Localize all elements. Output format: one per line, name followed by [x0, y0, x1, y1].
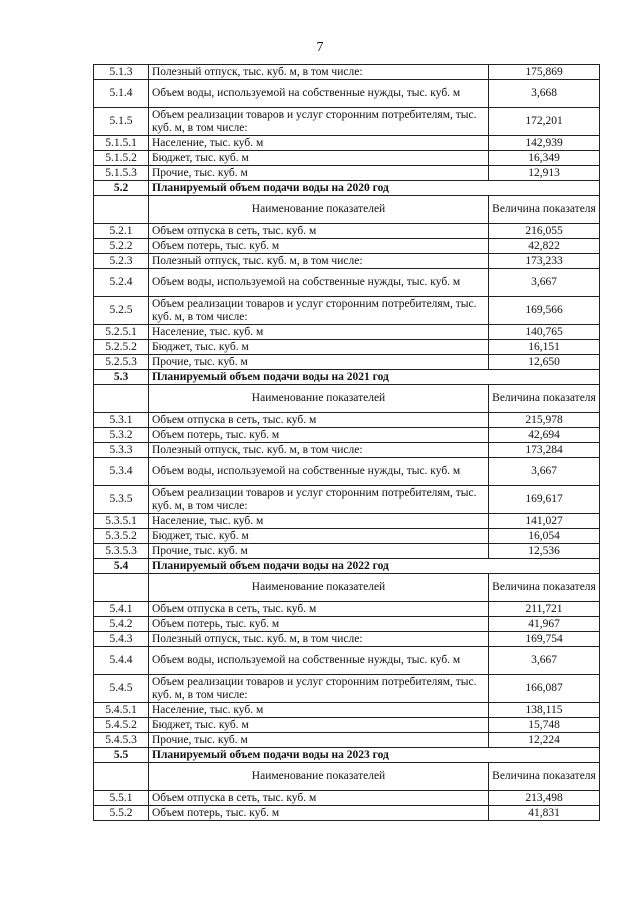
row-number: 5.2.5.3 — [94, 355, 149, 370]
section-header-row — [94, 370, 600, 385]
row-name: Объем отпуска в сеть, тыс. куб. м — [149, 224, 489, 239]
row-name: Бюджет, тыс. куб. м — [149, 340, 489, 355]
section-number: 5.5 — [94, 748, 149, 763]
row-name: Бюджет, тыс. куб. м — [149, 718, 489, 733]
row-number: 5.4.4 — [94, 647, 149, 675]
row-number: 5.4.5.2 — [94, 718, 149, 733]
section-number: 5.4 — [94, 559, 149, 574]
section-number: 5.2 — [94, 181, 149, 196]
row-value: 42,822 — [489, 239, 600, 254]
row-number: 5.4.1 — [94, 602, 149, 617]
table-body — [94, 65, 600, 821]
row-value: 41,967 — [489, 617, 600, 632]
table-row — [94, 136, 600, 151]
row-number: 5.2.2 — [94, 239, 149, 254]
row-value: 16,151 — [489, 340, 600, 355]
row-number: 5.4.5 — [94, 675, 149, 703]
table-row — [94, 806, 600, 821]
row-value: 215,978 — [489, 413, 600, 428]
row-name: Прочие, тыс. куб. м — [149, 355, 489, 370]
table-row — [94, 718, 600, 733]
table-row — [94, 151, 600, 166]
row-number: 5.2.5.2 — [94, 340, 149, 355]
table-row — [94, 239, 600, 254]
column-header-row — [94, 763, 600, 791]
section-header-row — [94, 748, 600, 763]
row-value: 15,748 — [489, 718, 600, 733]
row-name: Объем отпуска в сеть, тыс. куб. м — [149, 413, 489, 428]
table-row — [94, 166, 600, 181]
row-number: 5.2.5 — [94, 297, 149, 325]
table-row — [94, 529, 600, 544]
row-value: 12,536 — [489, 544, 600, 559]
row-name: Полезный отпуск, тыс. куб. м, в том числе: — [149, 632, 489, 647]
row-number: 5.3.4 — [94, 458, 149, 486]
row-number: 5.2.5.1 — [94, 325, 149, 340]
section-header-row — [94, 559, 600, 574]
table-row — [94, 443, 600, 458]
row-value: 138,115 — [489, 703, 600, 718]
row-value: 140,765 — [489, 325, 600, 340]
row-name: Объем потерь, тыс. куб. м — [149, 239, 489, 254]
row-name: Полезный отпуск, тыс. куб. м, в том числе: — [149, 65, 489, 80]
section-title: Планируемый объем подачи воды на 2021 год — [149, 370, 600, 385]
row-value: 213,498 — [489, 791, 600, 806]
row-number: 5.1.5.3 — [94, 166, 149, 181]
row-value: 169,754 — [489, 632, 600, 647]
row-value: 42,694 — [489, 428, 600, 443]
column-header-empty — [94, 385, 149, 413]
row-value: 166,087 — [489, 675, 600, 703]
row-number: 5.3.2 — [94, 428, 149, 443]
row-name: Объем воды, используемой на собственные нужды, тыс. куб. м — [149, 80, 489, 108]
table-row — [94, 355, 600, 370]
row-name: Бюджет, тыс. куб. м — [149, 529, 489, 544]
row-name: Население, тыс. куб. м — [149, 703, 489, 718]
section-header-row — [94, 181, 600, 196]
table-row — [94, 428, 600, 443]
column-header-value: Величина показателя — [489, 385, 600, 413]
row-value: 175,869 — [489, 65, 600, 80]
row-value: 173,233 — [489, 254, 600, 269]
table-row — [94, 733, 600, 748]
row-number: 5.3.1 — [94, 413, 149, 428]
row-number: 5.2.3 — [94, 254, 149, 269]
column-header-row — [94, 574, 600, 602]
column-header-name: Наименование показателей — [149, 385, 489, 413]
row-value: 169,566 — [489, 297, 600, 325]
table-row — [94, 65, 600, 80]
column-header-value: Величина показателя — [489, 763, 600, 791]
row-number: 5.1.5.1 — [94, 136, 149, 151]
row-number: 5.1.5.2 — [94, 151, 149, 166]
row-value: 169,617 — [489, 486, 600, 514]
row-number: 5.1.3 — [94, 65, 149, 80]
row-name: Прочие, тыс. куб. м — [149, 166, 489, 181]
row-name: Объем воды, используемой на собственные нужды, тыс. куб. м — [149, 269, 489, 297]
table-row — [94, 514, 600, 529]
row-name: Прочие, тыс. куб. м — [149, 733, 489, 748]
row-value: 3,667 — [489, 458, 600, 486]
table-row — [94, 544, 600, 559]
row-name: Полезный отпуск, тыс. куб. м, в том числе: — [149, 254, 489, 269]
row-value: 3,667 — [489, 647, 600, 675]
row-value: 3,668 — [489, 80, 600, 108]
row-name: Прочие, тыс. куб. м — [149, 544, 489, 559]
row-name: Объем потерь, тыс. куб. м — [149, 806, 489, 821]
column-header-empty — [94, 763, 149, 791]
row-value: 12,224 — [489, 733, 600, 748]
column-header-value: Величина показателя — [489, 574, 600, 602]
row-name: Объем реализации товаров и услуг сторонним потребителям, тыс. куб. м, в том числе: — [149, 486, 489, 514]
section-title: Планируемый объем подачи воды на 2023 год — [149, 748, 600, 763]
row-number: 5.3.3 — [94, 443, 149, 458]
table-row — [94, 297, 600, 325]
row-name: Объем реализации товаров и услуг сторонним потребителям, тыс. куб. м, в том числе: — [149, 297, 489, 325]
section-number: 5.3 — [94, 370, 149, 385]
table-row — [94, 80, 600, 108]
column-header-row — [94, 196, 600, 224]
table-row — [94, 486, 600, 514]
table-row — [94, 617, 600, 632]
row-name: Объем реализации товаров и услуг сторонним потребителям, тыс. куб. м, в том числе: — [149, 675, 489, 703]
row-name: Население, тыс. куб. м — [149, 514, 489, 529]
table-row — [94, 325, 600, 340]
table-row — [94, 647, 600, 675]
row-value: 12,913 — [489, 166, 600, 181]
row-name: Бюджет, тыс. куб. м — [149, 151, 489, 166]
table-row — [94, 675, 600, 703]
row-value: 173,284 — [489, 443, 600, 458]
section-title: Планируемый объем подачи воды на 2022 год — [149, 559, 600, 574]
row-name: Объем реализации товаров и услуг сторонним потребителям, тыс. куб. м, в том числе: — [149, 108, 489, 136]
row-name: Объем отпуска в сеть, тыс. куб. м — [149, 602, 489, 617]
row-value: 41,831 — [489, 806, 600, 821]
row-name: Объем потерь, тыс. куб. м — [149, 617, 489, 632]
row-number: 5.1.5 — [94, 108, 149, 136]
column-header-value: Величина показателя — [489, 196, 600, 224]
table-row — [94, 108, 600, 136]
row-number: 5.3.5 — [94, 486, 149, 514]
row-value: 3,667 — [489, 269, 600, 297]
row-number: 5.4.5.3 — [94, 733, 149, 748]
row-name: Население, тыс. куб. м — [149, 136, 489, 151]
table-row — [94, 703, 600, 718]
table-row — [94, 413, 600, 428]
row-value: 211,721 — [489, 602, 600, 617]
row-value: 216,055 — [489, 224, 600, 239]
row-name: Полезный отпуск, тыс. куб. м, в том числе: — [149, 443, 489, 458]
row-number: 5.3.5.2 — [94, 529, 149, 544]
table-row — [94, 632, 600, 647]
column-header-empty — [94, 196, 149, 224]
row-number: 5.3.5.3 — [94, 544, 149, 559]
table-row — [94, 791, 600, 806]
row-number: 5.1.4 — [94, 80, 149, 108]
table-row — [94, 340, 600, 355]
row-name: Объем воды, используемой на собственные нужды, тыс. куб. м — [149, 458, 489, 486]
table-row — [94, 458, 600, 486]
row-number: 5.5.2 — [94, 806, 149, 821]
column-header-row — [94, 385, 600, 413]
row-value: 172,201 — [489, 108, 600, 136]
table-row — [94, 602, 600, 617]
row-value: 16,349 — [489, 151, 600, 166]
row-name: Объем отпуска в сеть, тыс. куб. м — [149, 791, 489, 806]
row-value: 142,939 — [489, 136, 600, 151]
row-number: 5.4.3 — [94, 632, 149, 647]
row-number: 5.4.5.1 — [94, 703, 149, 718]
row-name: Объем потерь, тыс. куб. м — [149, 428, 489, 443]
row-name: Объем воды, используемой на собственные нужды, тыс. куб. м — [149, 647, 489, 675]
section-title: Планируемый объем подачи воды на 2020 год — [149, 181, 600, 196]
row-number: 5.2.4 — [94, 269, 149, 297]
column-header-name: Наименование показателей — [149, 763, 489, 791]
row-number: 5.5.1 — [94, 791, 149, 806]
water-supply-table — [93, 64, 600, 821]
column-header-empty — [94, 574, 149, 602]
row-value: 141,027 — [489, 514, 600, 529]
row-number: 5.4.2 — [94, 617, 149, 632]
row-value: 16,054 — [489, 529, 600, 544]
column-header-name: Наименование показателей — [149, 196, 489, 224]
column-header-name: Наименование показателей — [149, 574, 489, 602]
table-row — [94, 254, 600, 269]
table-row — [94, 269, 600, 297]
page-number: 7 — [316, 40, 324, 55]
row-number: 5.3.5.1 — [94, 514, 149, 529]
row-name: Население, тыс. куб. м — [149, 325, 489, 340]
row-number: 5.2.1 — [94, 224, 149, 239]
row-value: 12,650 — [489, 355, 600, 370]
table-row — [94, 224, 600, 239]
